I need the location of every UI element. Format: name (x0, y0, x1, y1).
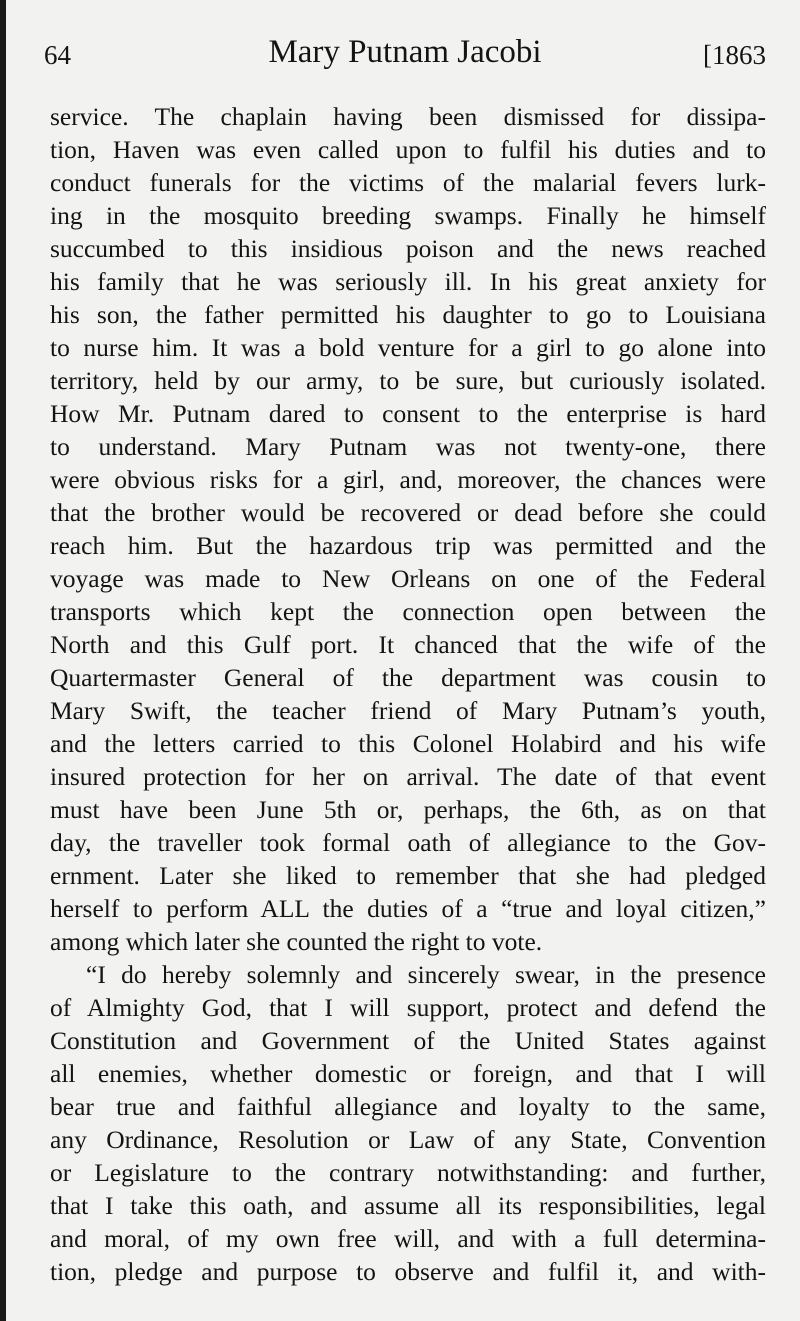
oath-quote-first-line: “I do hereby solemnly and sincerely swear, in the presence (86, 960, 766, 989)
paragraph-last-line: among which later she counted the right to vote. (50, 927, 543, 956)
text-line: How Mr. Putnam dared to consent to the enterprise is hard (50, 399, 766, 428)
text-line: Quartermaster General of the department was cousin to (50, 663, 766, 692)
text-line: of Almighty God, that I will support, protect and defend the (50, 993, 766, 1022)
text-line: his son, the father permitted his daughter to go to Louisiana (50, 300, 766, 329)
text-line: transports which kept the connection open between the (50, 597, 766, 626)
text-line: must have been June 5th or, perhaps, the 6th, as on that (50, 795, 766, 824)
text-line: to understand. Mary Putnam was not twenty-one, there (50, 432, 766, 461)
text-line: all enemies, whether domestic or foreign, and that I will (50, 1059, 766, 1088)
page-header (44, 34, 766, 78)
running-title: Mary Putnam Jacobi (268, 34, 542, 70)
text-line: conduct funerals for the victims of the malarial fevers lurk- (50, 168, 766, 197)
text-line: that the brother would be recovered or dead before she could (50, 498, 766, 527)
text-line: Constitution and Government of the United States against (50, 1026, 766, 1055)
text-line: ernment. Later she liked to remember that she had pledged (50, 861, 766, 890)
text-line: day, the traveller took formal oath of allegiance to the Gov- (50, 828, 766, 857)
text-line: were obvious risks for a girl, and, moreover, the chances were (50, 465, 766, 494)
text-line: to nurse him. It was a bold venture for a girl to go alone into (50, 333, 766, 362)
text-line: ing in the mosquito breeding swamps. Finally he himself (50, 201, 766, 230)
body-text (50, 100, 766, 1288)
text-line: North and this Gulf port. It chanced that the wife of the (50, 630, 766, 659)
page-number: 64 (44, 40, 71, 70)
text-line: or Legislature to the contrary notwithstanding: and further, (50, 1158, 766, 1187)
header-year: [1863 (703, 40, 766, 70)
text-line: tion, Haven was even called upon to fulfil his duties and to (50, 135, 766, 164)
text-line: reach him. But the hazardous trip was permitted and the (50, 531, 766, 560)
text-line: voyage was made to New Orleans on one of the Federal (50, 564, 766, 593)
text-line: tion, pledge and purpose to observe and fulfil it, and with- (50, 1257, 766, 1286)
text-line: that I take this oath, and assume all its responsibilities, legal (50, 1191, 766, 1220)
text-line: service. The chaplain having been dismissed for dissipa- (50, 102, 766, 131)
text-line: and the letters carried to this Colonel Holabird and his wife (50, 729, 766, 758)
text-line: territory, held by our army, to be sure, but curiously isolated. (50, 366, 766, 395)
text-line: herself to perform ALL the duties of a “true and loyal citizen,” (50, 894, 766, 923)
text-line: Mary Swift, the teacher friend of Mary Putnam’s youth, (50, 696, 766, 725)
text-line: bear true and faithful allegiance and loyalty to the same, (50, 1092, 766, 1121)
text-line: any Ordinance, Resolution or Law of any State, Convention (50, 1125, 766, 1154)
text-line: insured protection for her on arrival. The date of that event (50, 762, 766, 791)
text-line: and moral, of my own free will, and with a full determina- (50, 1224, 766, 1253)
text-line: his family that he was seriously ill. In his great anxiety for (50, 267, 766, 296)
text-line: succumbed to this insidious poison and the news reached (50, 234, 766, 263)
